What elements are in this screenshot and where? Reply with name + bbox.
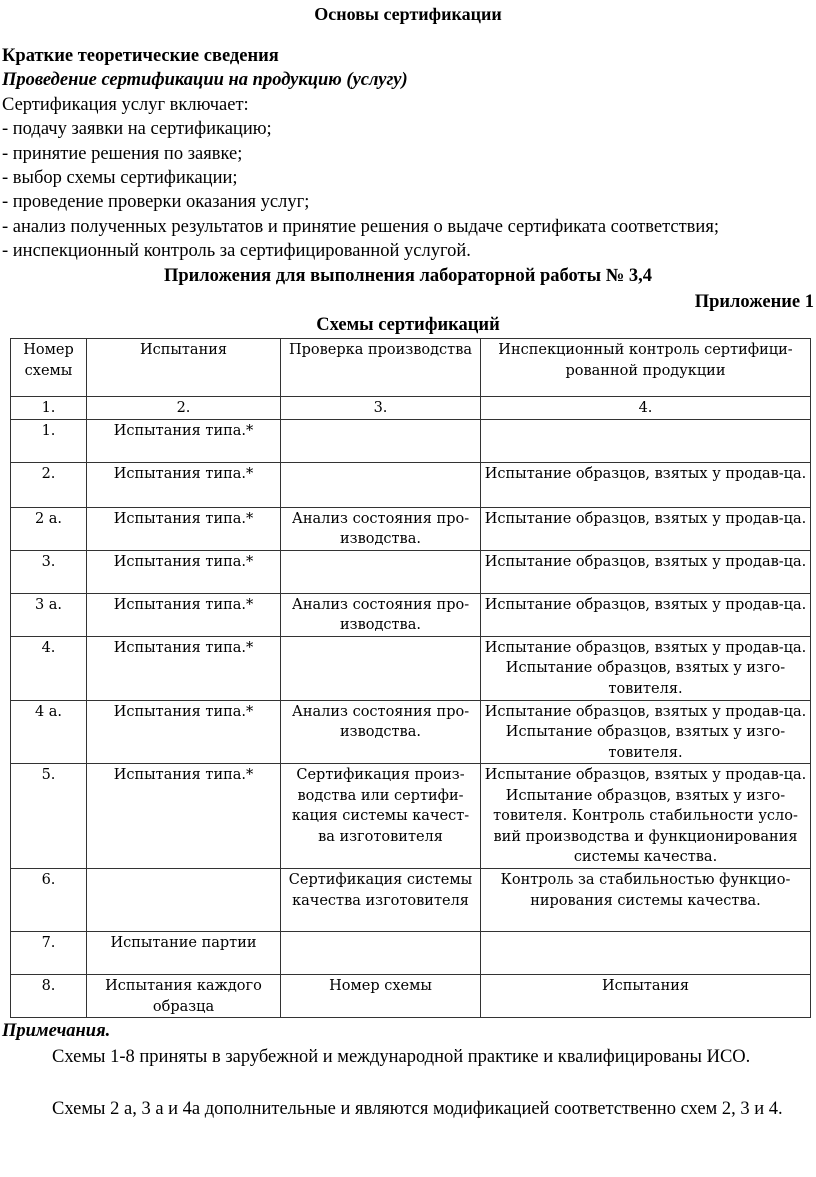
table-cell: 7. [11, 932, 87, 975]
table-header-row [11, 339, 811, 397]
table-cell: 4 а. [11, 700, 87, 764]
list-item: - проведение проверки оказания услуг; [2, 192, 310, 213]
table-cell: 2 а. [11, 507, 87, 550]
table-row [11, 419, 811, 462]
table-cell: Испытания каждого образца [87, 975, 281, 1018]
table-cell: Испытание образцов, взятых у продав-ца. [481, 462, 811, 507]
table-cell [281, 462, 481, 507]
appendix-title: Приложения для выполнения лабораторной работы № 3,4 [163, 266, 653, 286]
table-cell: 4. [11, 636, 87, 700]
table-row [11, 593, 811, 636]
table-cell: 5. [11, 764, 87, 869]
note-paragraph: Схемы 2 а, 3 а и 4а дополнительные и являются модификацией соответственно схем 2, 3 и 4. [52, 1099, 783, 1119]
column-number-cell: 3. [281, 397, 481, 420]
table-cell: Испытания типа.* [87, 764, 281, 869]
appendix-number: Приложение 1 [694, 292, 814, 312]
table-cell: Испытание образцов, взятых у продав-ца. [481, 507, 811, 550]
table-row [11, 507, 811, 550]
list-item: - выбор схемы сертификации; [2, 168, 238, 189]
table-cell: 3. [11, 550, 87, 593]
table-row [11, 550, 811, 593]
column-number-cell: 4. [481, 397, 811, 420]
header-cell: Испытания [87, 339, 281, 397]
table-cell [281, 550, 481, 593]
table-cell: 2. [11, 462, 87, 507]
table-cell: 6. [11, 869, 87, 932]
certification-subheading: Проведение сертификации на продукцию (услугу) [2, 70, 408, 91]
table-row [11, 462, 811, 507]
table-cell: Испытания типа.* [87, 462, 281, 507]
table-cell: Анализ состояния про-изводства. [281, 593, 481, 636]
list-item: - принятие решения по заявке; [2, 143, 243, 164]
table-cell: Испытания типа.* [87, 700, 281, 764]
table-cell: Испытания типа.* [87, 593, 281, 636]
table-cell: Испытания типа.* [87, 636, 281, 700]
table-cell: 8. [11, 975, 87, 1018]
theory-heading: Краткие теоретические сведения [2, 46, 279, 66]
table-row [11, 975, 811, 1018]
list-item: - подачу заявки на сертификацию; [2, 119, 272, 140]
schemes-table [10, 338, 811, 1018]
list-item: - анализ полученных результатов и принятие решения о выдаче сертификата соответствия; [2, 216, 719, 237]
table-cell [481, 932, 811, 975]
table-cell: Испытание образцов, взятых у продав-ца. Испытание образцов, взятых у изго-товителя. [481, 700, 811, 764]
header-cell: Проверка производства [281, 339, 481, 397]
table-cell [281, 636, 481, 700]
table-cell: Сертификация системы качества изготовителя [281, 869, 481, 932]
table-cell: Испытание образцов, взятых у продав-ца. Испытание образцов, взятых у изго-товителя. Контроль стабильности усло-вий производства и функционирования системы качества. [481, 764, 811, 869]
theory-section [2, 44, 816, 264]
table-cell: Испытания типа.* [87, 550, 281, 593]
table-cell: Испытание образцов, взятых у продав-ца. [481, 593, 811, 636]
table-row [11, 700, 811, 764]
column-number-row [11, 397, 811, 420]
intro-text: Сертификация услуг включает: [2, 94, 249, 115]
table-cell: Анализ состояния про-изводства. [281, 507, 481, 550]
table-cell: Испытания типа.* [87, 507, 281, 550]
table-cell: Контроль за стабильностью функцио-нирования системы качества. [481, 869, 811, 932]
header-cell: Номер схемы [11, 339, 87, 397]
table-cell: Испытания типа.* [87, 419, 281, 462]
table-row [11, 764, 811, 869]
note-paragraph: Схемы 1-8 приняты в зарубежной и международной практике и квалифицированы ИСО. [52, 1047, 751, 1067]
column-number-cell: 1. [11, 397, 87, 420]
table-cell [87, 869, 281, 932]
table-cell: Анализ состояния про-изводства. [281, 700, 481, 764]
table-cell: Сертификация произ-водства или сертифи-кация системы качест-ва изготовителя [281, 764, 481, 869]
notes-label: Примечания. [2, 1021, 111, 1041]
table-cell: Номер схемы [281, 975, 481, 1018]
table-row [11, 869, 811, 932]
table-cell [281, 932, 481, 975]
table-cell [281, 419, 481, 462]
table-row [11, 932, 811, 975]
table-cell: Испытание образцов, взятых у продав-ца. [481, 550, 811, 593]
table-cell: Испытания [481, 975, 811, 1018]
header-cell: Инспекционный контроль сертифици-рованной продукции [481, 339, 811, 397]
table-cell: 1. [11, 419, 87, 462]
table-row [11, 636, 811, 700]
table-cell: Испытание образцов, взятых у продав-ца. Испытание образцов, взятых у изго-товителя. [481, 636, 811, 700]
table-title: Схемы сертификаций [316, 315, 500, 335]
table-cell: Испытание партии [87, 932, 281, 975]
table-cell: 3 а. [11, 593, 87, 636]
column-number-cell: 2. [87, 397, 281, 420]
list-item: - инспекционный контроль за сертифицированной услугой. [2, 241, 471, 262]
page-title: Основы сертификации [314, 4, 502, 24]
table-cell [481, 419, 811, 462]
